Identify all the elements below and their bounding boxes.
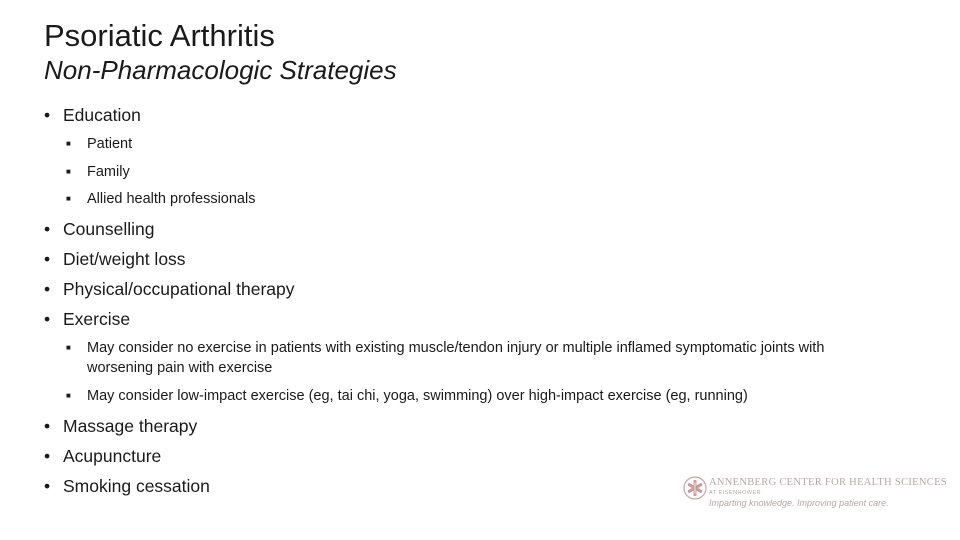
sub-bullet-marker: ■: [66, 194, 71, 203]
annenberg-logo: [683, 476, 947, 512]
bullet-text: Physical/occupational therapy: [63, 279, 295, 299]
sub-bullet-low-impact: [66, 386, 906, 406]
bullet-dot: •: [44, 446, 51, 466]
slide-subtitle: Non-Pharmacologic Strategies: [44, 55, 397, 85]
bullet-text: Counselling: [63, 219, 155, 239]
bullet-text: Diet/weight loss: [63, 249, 186, 269]
bullet-text: Exercise: [63, 309, 131, 329]
logo-tagline: Imparting knowledge. Improving patient care.: [709, 498, 889, 508]
sub-bullet-text: May consider no exercise in patients with existing muscle/tendon injury or multiple inflamed symptomatic joints with worsening pain with exercise: [87, 340, 825, 376]
sub-bullet-family: [66, 162, 866, 182]
bullet-text: Education: [63, 105, 141, 125]
sub-bullet-marker: ■: [66, 391, 71, 400]
sub-bullet-text: May consider low-impact exercise (eg, tai chi, yoga, swimming) over high-impact exercise (eg, running): [87, 388, 748, 404]
sub-bullet-allied-health: [66, 189, 866, 209]
sub-bullet-text: Allied health professionals: [87, 191, 256, 207]
sub-bullet-no-exercise: [66, 338, 866, 378]
bullet-dot: •: [44, 309, 51, 329]
bullet-dot: •: [44, 279, 51, 299]
bullet-dot: •: [44, 219, 51, 239]
logo-sub: AT EISENHOWER: [709, 490, 762, 496]
bullet-dot: •: [44, 476, 51, 496]
sub-bullet-marker: ■: [66, 343, 71, 352]
bullet-text: Massage therapy: [63, 416, 198, 436]
star-of-life-icon: [683, 476, 707, 500]
sub-bullet-text: Patient: [87, 136, 133, 152]
sub-bullet-marker: ■: [66, 139, 71, 148]
bullet-dot: •: [44, 105, 51, 125]
bullet-dot: •: [44, 249, 51, 269]
bullet-text: Smoking cessation: [63, 476, 210, 496]
sub-bullet-text: Family: [87, 164, 130, 180]
logo-name: ANNENBERG CENTER FOR HEALTH SCIENCES: [709, 477, 947, 488]
bullet-text: Acupuncture: [63, 446, 162, 466]
sub-bullet-patient: [66, 134, 866, 154]
slide-title: Psoriatic Arthritis: [44, 18, 275, 53]
bullet-dot: •: [44, 416, 51, 436]
sub-bullet-marker: ■: [66, 167, 71, 176]
